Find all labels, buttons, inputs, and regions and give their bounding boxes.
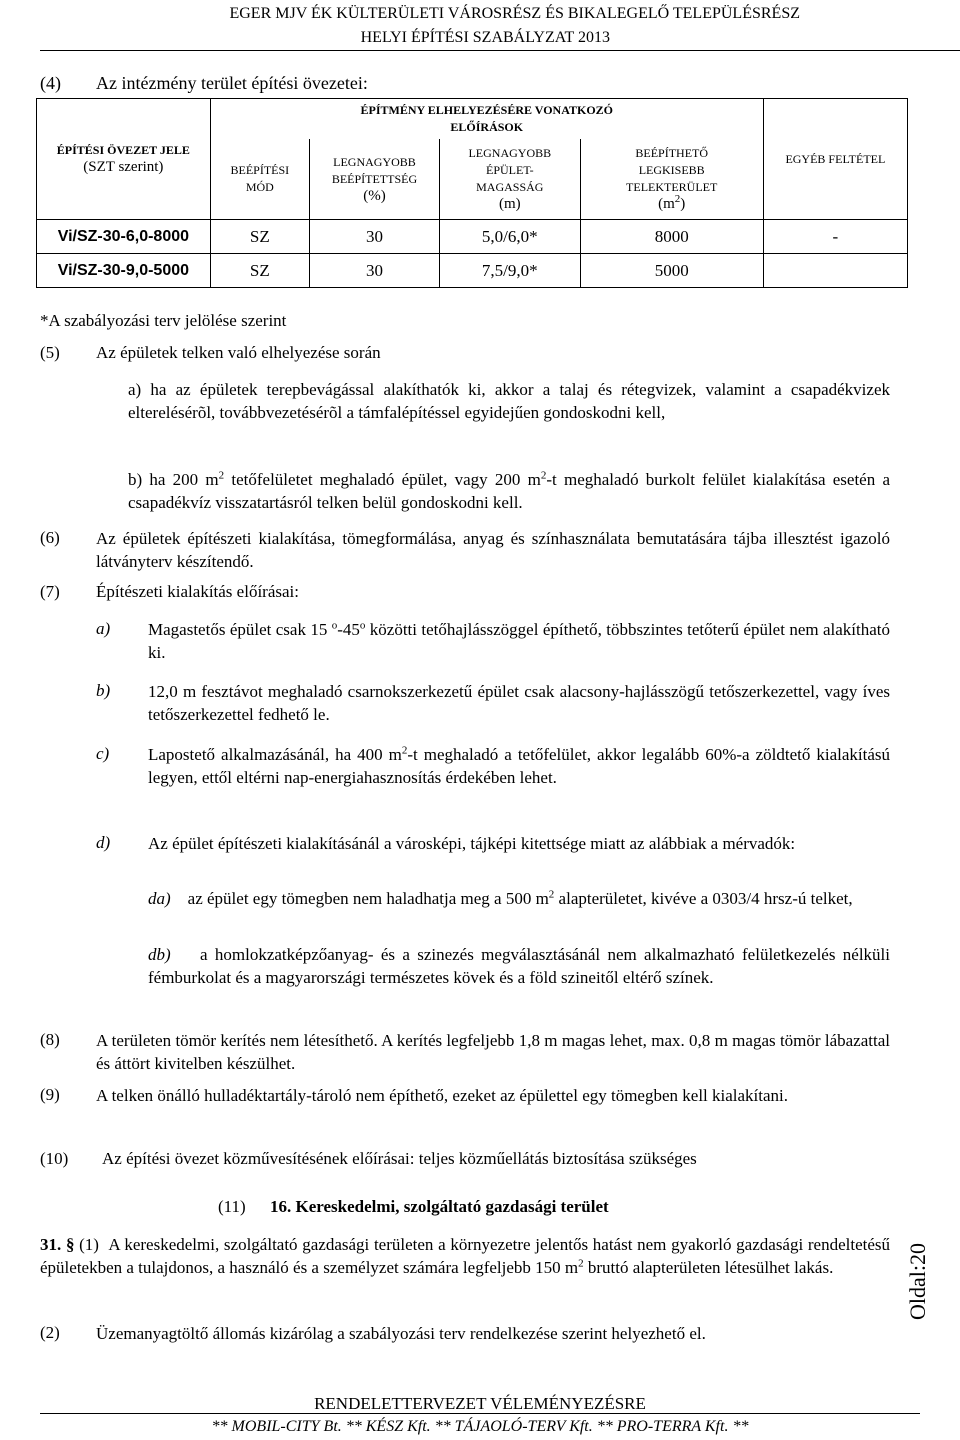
table-row bbox=[37, 220, 908, 254]
section-7-a: Magastetős épület csak 15 $^o$-45$^o$ közötti tetőhajlásszöggel építhető, többszintes tetőterű épület nem alakítható ki. bbox=[148, 619, 890, 662]
cell-coverage: 30 bbox=[309, 220, 439, 254]
footer-companies: ** MOBIL-CITY Bt. ** KÉSZ Kft. ** TÁJAOLÓ-TERV Kft. ** PRO-TERRA Kft. ** bbox=[211, 1418, 749, 1435]
section-7-number: (7) bbox=[40, 582, 60, 601]
cell-mode: SZ bbox=[210, 220, 309, 254]
section-5-b: b) ha 200 $m^2$ tetőfelületet meghaladó épület, vagy 200 $m^2-t$ meghaladó burkolt felület kialakítása esetén a csapadékvíz visszatartásról telken belül gondoskodni kell. bbox=[128, 469, 890, 512]
section-9-text: A telken önálló hulladéktartály-tároló nem építhető, ezeket az épülettel egy tömegben kell kialakítani. bbox=[96, 1086, 789, 1105]
section-7-b: 12,0 m fesztávot meghaladó csarnokszerkezetű épület csak alacsony-hajlásszögű tetőszerkezettel, vagy íves tetőszerkezettel fedhető le. bbox=[148, 682, 890, 724]
section-7-db: db) a homlokzatképzőanyag- és a szinezés megválasztásánál nem alkalmazható felületkezelés nélküli fémburkolat és a magyarországi természetes kövek és a föld szineitől eltérő színek. bbox=[148, 945, 891, 987]
section-7-d: Az épület építészeti kialakításánál a városképi, tájképi kitettsége miatt az alábbiak a mérvadók: bbox=[148, 834, 796, 853]
cell-code: Vi/SZ-30-6,0-8000 bbox=[37, 220, 211, 254]
section-7-a-label: a) bbox=[96, 619, 111, 638]
cell-coverage: 30 bbox=[309, 254, 439, 288]
cell-code: Vi/SZ-30-9,0-5000 bbox=[37, 254, 211, 288]
cell-other: - bbox=[763, 220, 907, 254]
section-7-c-label: c) bbox=[96, 744, 110, 763]
table-row bbox=[37, 254, 908, 288]
th-plot-size: BEÉPÍTHETŐ LEGKISEBB TELEKTERÜLET $(m^2)$ bbox=[580, 139, 763, 220]
cell-other bbox=[763, 254, 907, 288]
th-height: LEGNAGYOBB ÉPÜLET- MAGASSÁG (m) bbox=[439, 139, 580, 220]
paragraph-31-2-number: (2) bbox=[40, 1323, 60, 1342]
cell-plot: 8000 bbox=[580, 220, 763, 254]
section-7-c: Lapostető alkalmazásánál, ha 400 $m^2-t$ meghaladó a tetőfelület, akkor legalább 60%-a zöldtető kialakítású legyen, ettől eltérni nap-energiahasznosítás érdekében lehet. bbox=[148, 744, 890, 787]
cell-height: 5,0/6,0* bbox=[439, 220, 580, 254]
page-number-label: Oldal:20 bbox=[905, 1243, 930, 1320]
paragraph-31: 31. § (1) A kereskedelmi, szolgáltató gazdasági területen a környezetre jelentős hatást nem gyakorló gazdasági rendeltetésű épületekben a tulajdonos, a használó és a személyzet számára legfeljebb 150 $m^2$ bruttó alapterületen létesülhet lakás. bbox=[40, 1235, 891, 1277]
section-6-number: (6) bbox=[40, 528, 60, 547]
table-note: *A szabályozási terv jelölése szerint bbox=[40, 311, 287, 330]
section-11-number: (11) bbox=[218, 1197, 246, 1216]
section-7-b-label: b) bbox=[96, 681, 111, 700]
th-group: ÉPÍTMÉNY ELHELYEZÉSÉRE VONATKOZÓ ELŐÍRÁSOK bbox=[210, 99, 763, 140]
section-4-title: Az intézmény terület építési övezetei: bbox=[96, 73, 368, 93]
footer-rule bbox=[40, 1413, 920, 1414]
header-subtitle: HELYI ÉPÍTÉSI SZABÁLYZAT 2013 bbox=[360, 29, 610, 46]
section-5-a: a) ha az épületek terepbevágással alakíthatók ki, akkor a talaj és rétegvizek, valamint a csapadékvizek elterelésérõl, továbbvezetésérõl a támfalépítéssel egyidejűen gondoskodni kell, bbox=[128, 380, 890, 422]
section-5-title: Az épületek telken való elhelyezése során bbox=[96, 343, 381, 362]
section-8-text: A területen tömör kerítés nem létesíthető. A kerítés legfeljebb 1,8 m magas lehet, max. 0,8 m magas tömör lábazattal és áttört kivitelben készülhet. bbox=[96, 1031, 890, 1073]
section-7-d-label: d) bbox=[96, 833, 111, 852]
cell-height: 7,5/9,0* bbox=[439, 254, 580, 288]
section-10-text: Az építési övezet közművesítésének előírásai: teljes közműellátás biztosítása szükséges bbox=[102, 1149, 697, 1168]
section-6-text: Az épületek építészeti kialakítása, tömegformálása, anyag és színhasználata bemutatására tájba illesztést igazoló látványterv készítendő. bbox=[96, 529, 890, 571]
section-8-number: (8) bbox=[40, 1030, 60, 1049]
footer-title: RENDELETTERVEZET VÉLEMÉNYEZÉSRE bbox=[314, 1394, 646, 1413]
section-11-title: 16. Kereskedelmi, szolgáltató gazdasági terület bbox=[270, 1197, 609, 1216]
paragraph-31-2: Üzemanyagtöltő állomás kizárólag a szabályozási terv rendelkezése szerint helyezhető el. bbox=[96, 1324, 706, 1343]
section-10-number: (10) bbox=[40, 1149, 69, 1168]
cell-mode: SZ bbox=[210, 254, 309, 288]
header-rule bbox=[40, 50, 960, 51]
th-coverage: LEGNAGYOBB BEÉPÍTETTSÉG (%) bbox=[309, 139, 439, 220]
th-other: EGYÉB FELTÉTEL bbox=[763, 99, 907, 220]
header-title: EGER MJV ÉK KÜLTERÜLETI VÁROSRÉSZ ÉS BIKALEGELŐ TELEPÜLÉSRÉSZ bbox=[229, 5, 800, 22]
cell-plot: 5000 bbox=[580, 254, 763, 288]
section-7-da: da) az épület egy tömegben nem haladhatja meg a 500 $m^2$ alapterületet, kivéve a 0303/4 hrsz-ú telket, bbox=[148, 888, 853, 908]
th-zone-code: ÉPÍTÉSI ÖVEZET JELE (SZT szerint) bbox=[37, 99, 211, 220]
section-9-number: (9) bbox=[40, 1085, 60, 1104]
th-build-mode: BEÉPÍTÉSI MÓD bbox=[210, 139, 309, 220]
zone-table bbox=[36, 98, 908, 288]
section-5-number: (5) bbox=[40, 343, 60, 362]
section-7-title: Építészeti kialakítás előírásai: bbox=[96, 582, 299, 601]
section-4-number: (4) bbox=[40, 73, 61, 93]
